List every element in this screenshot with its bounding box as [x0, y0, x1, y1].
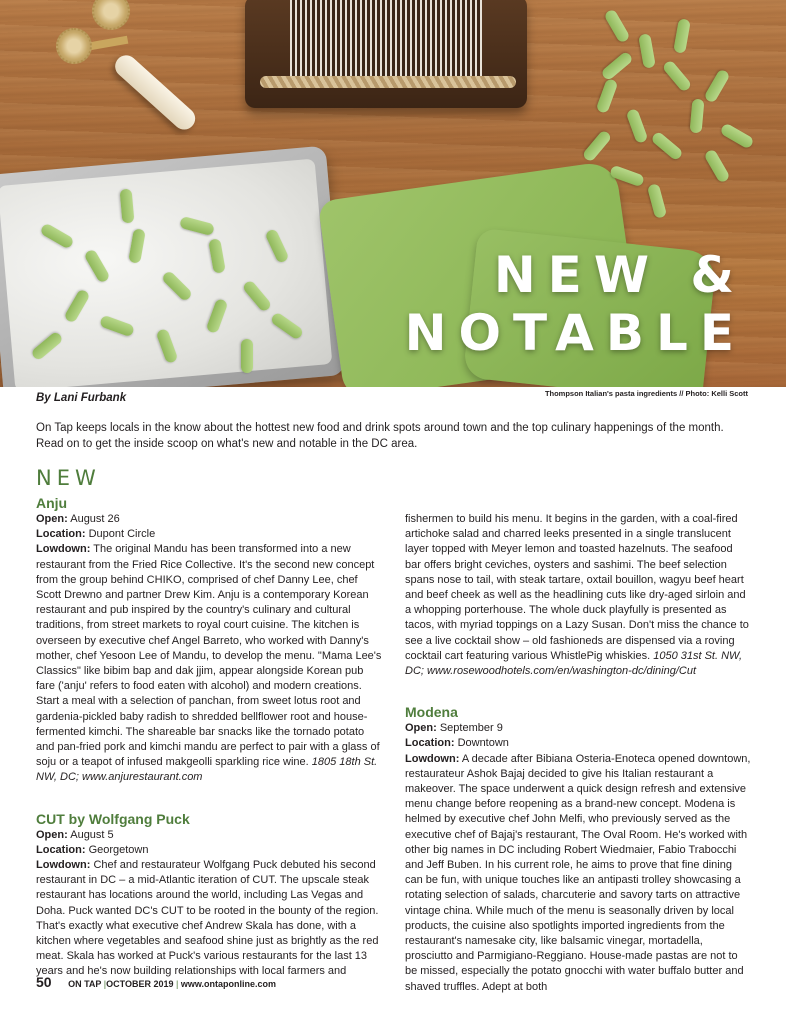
restaurant-name: CUT by Wolfgang Puck	[36, 810, 190, 827]
garganelli-piece	[581, 129, 612, 163]
open-label: Open:	[405, 722, 437, 735]
lowdown-text: The original Mandu has been transformed into a new restaurant from the Fried Rice Collective. It's the second new concept from the group behind CHIKO, comprised of chef Danny Lee, chef Scott Drewno and partner Drew Kim. Anju is a contemporary Korean restaurant and pub inspired by the country's culinary and cultural traditions, from street markets to royal court cuisine. The kitchen is overseen by executive chef Angel Barreto, who worked with Danny's mother, chef Yesoon Lee of Mandu, to develop the menu. "Mama Lee's Classics" like bibim bap and dak jjim, appear alongside Korean pub fare ('anju' refers to food eaten with alcohol) and modern creations. Start a meal with a selection of panchan, from sweet lotus root and gardenia-pickled baby radish to shredded bellflower root and house-fermented kimchi. The shareable bar snacks like the tornado potato and pan-fried pork and kimchi mandu are perfect to pair with a glass of soju or a teapot of infused makgeolli sparkling rice wine.	[36, 543, 382, 769]
pasta-guitar-rope	[260, 76, 516, 88]
open-label: Open:	[36, 513, 68, 525]
garganelli-piece	[626, 108, 649, 144]
pastry-cutter-wheel	[56, 28, 92, 64]
open-line	[405, 721, 751, 736]
lowdown-label: Lowdown:	[405, 752, 460, 765]
lowdown-text: Chef and restaurateur Wolfgang Puck debuted his second restaurant in DC – a mid-Atlantic iteration of CUT. The upscale steak restaurant has locations around the world, including Las Vegas and Doha. Puck wanted DC's CUT to be rooted in the bounty of the region. That's exactly what executive chef Andrew Skala has done, with a kitchen where vegetables and seafood shine just as brightly as the red meat. Skala has worked at Puck's various restaurants for the last 13 years and he's now building relationships with local farmers and	[36, 859, 379, 978]
garganelli-piece	[241, 339, 253, 373]
garganelli-piece	[690, 99, 705, 134]
restaurant-entry-cut	[36, 810, 384, 980]
left-column	[36, 494, 384, 1004]
lowdown-text: fishermen to build his menu. It begins in the garden, with a coal-fired artichoke salad and charred leeks presented in a single translucent layer topped with Meyer lemon and toasted hazelnuts. The seafood bar offers bright ceviches, oysters and sashimi. The beef selection spans nose to tail, with steak tartare, oxtail bouillon, wagyu beef heart and beef cheek as well as the headlining cuts like dry-aged sirloin and a whopping porterhouse. The whole duck playfully is presented as tacos, with myriad toppings on a Lazy Susan. Don't miss the chance to see a live cocktail show – old fashioneds are dispensed via a roving cocktail cart featuring various WhistlePig whiskies.	[405, 513, 749, 662]
open-line	[36, 512, 384, 527]
location-value: Dupont Circle	[88, 528, 156, 541]
lowdown-continued	[405, 512, 751, 679]
location-value: Georgetown	[88, 843, 149, 856]
open-date: August 5	[70, 828, 114, 841]
restaurant-entry-modena	[405, 703, 751, 995]
location-value: Downtown	[457, 737, 509, 750]
lowdown-text: A decade after Bibiana Osteria-Enoteca opened downtown, restaurateur Ashok Bajaj decided to give his Italian restaurant a makeover. The space underwent a quick design refresh and extensive menu change before reopening as a brand-new concept. Modena is helmed by executive chef John Melfi, who previously served as the executive chef of Bajaj's restaurant, The Oval Room. He's worked with other big names in DC including Robert Wiedmaier, Fabio Trabocchi and Jeff Buben. In his current role, he aims to prove that fine dining can be fun, with unique touches like an antipasti trolley showcasing a rotating selection of salads, charcuterie and savory tarts on attractive vintage china. While much of the menu is seasonally driven by local products, the cuisine also spotlights imported ingredients from the restaurant's namesake city, like balsamic vinegar, mortadella, prosciutto and Parmigiano-Reggiano. House-made pastas are not to be missed, especially the potato gnocchi with water buffalo butter and shaved truffles. Adept at both	[405, 752, 751, 993]
location-label: Location:	[36, 843, 86, 856]
garganelli-piece	[703, 68, 730, 103]
garganelli-piece	[650, 130, 684, 161]
intro-paragraph: On Tap keeps locals in the know about the hottest new food and drink spots around town and the top culinary happenings of the month. Read on to get the inside scoop on what's new and notable in the DC area.	[36, 422, 724, 450]
page-footer	[36, 974, 276, 990]
open-date: August 26	[70, 513, 120, 525]
footer-separator: |	[176, 979, 179, 989]
lowdown-paragraph	[36, 542, 384, 785]
garganelli-piece	[603, 8, 630, 43]
garganelli-piece	[719, 122, 754, 149]
open-label: Open:	[36, 828, 68, 841]
right-column	[405, 512, 751, 1019]
pastry-cutter-handle	[111, 51, 200, 134]
photo-caption: Thompson Italian's pasta ingredients // Photo: Kelli Scott	[544, 389, 748, 398]
page-number: 50	[36, 974, 52, 990]
restaurant-name: Modena	[405, 704, 458, 721]
lowdown-label: Lowdown:	[36, 859, 91, 872]
issue-date: OCTOBER 2019	[106, 979, 174, 989]
location-line	[36, 527, 384, 542]
location-label: Location:	[405, 737, 455, 750]
lowdown-paragraph	[36, 858, 384, 980]
footer-separator: |	[103, 979, 107, 989]
location-label: Location:	[36, 528, 86, 541]
location-line	[36, 843, 384, 858]
garganelli-piece	[638, 33, 656, 69]
pastry-cutter-wheel	[92, 0, 130, 30]
garganelli-piece	[673, 18, 691, 54]
website-link[interactable]: www.ontaponline.com	[180, 979, 277, 989]
hero-title	[405, 246, 746, 362]
hero-title-line1: NEW &	[493, 246, 746, 304]
open-date: September 9	[439, 722, 503, 735]
restaurant-entry-anju	[36, 494, 384, 786]
garganelli-piece	[600, 50, 634, 81]
publication-name: ON TAP	[68, 979, 102, 989]
section-heading: NEW	[36, 466, 101, 490]
garganelli-piece	[596, 78, 619, 114]
garganelli-piece	[647, 183, 667, 219]
address-link[interactable]: 1050 31st St. NW, DC; www.rosewoodhotels.com/en/washington-dc/dining/Cut	[405, 649, 743, 678]
address-link[interactable]: 1805 18th St. NW, DC; www.anjurestaurant.com	[36, 756, 378, 784]
restaurant-entry-cut-continued	[405, 512, 751, 679]
pasta-guitar-strings	[290, 0, 482, 82]
restaurant-name: Anju	[36, 495, 68, 511]
lowdown-label: Lowdown:	[36, 543, 91, 556]
byline: By Lani Furbank	[36, 392, 127, 404]
open-line	[36, 828, 384, 843]
lowdown-paragraph	[405, 752, 751, 995]
garganelli-piece	[703, 148, 730, 183]
hero-photo	[0, 0, 786, 387]
hero-title-line2: NOTABLE	[404, 304, 746, 362]
garganelli-piece	[661, 59, 692, 93]
location-line	[405, 736, 751, 751]
